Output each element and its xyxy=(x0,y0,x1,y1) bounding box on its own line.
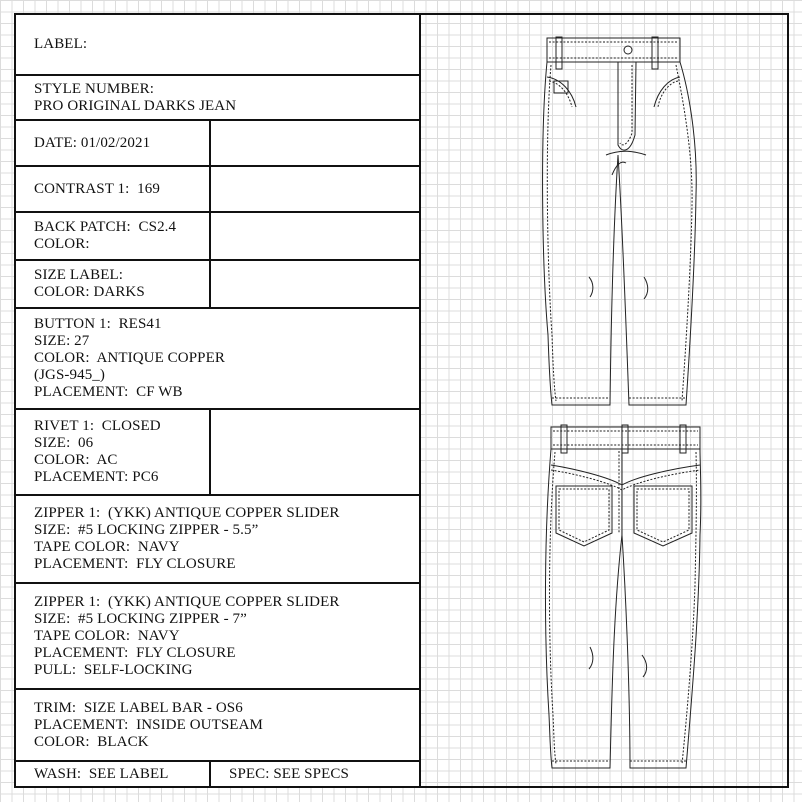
zipper2-size: SIZE: #5 LOCKING ZIPPER - 7” xyxy=(34,610,247,627)
back-waistband xyxy=(551,427,700,449)
back-legs-outline xyxy=(545,449,700,768)
button-size: SIZE: 27 xyxy=(34,333,90,349)
trim-name: TRIM: SIZE LABEL BAR - OS6 xyxy=(34,699,243,716)
zipper1-row xyxy=(16,496,419,584)
zipper1-placement: PLACEMENT: FLY CLOSURE xyxy=(34,556,236,572)
zipper1-size: SIZE: #5 LOCKING ZIPPER - 5.5” xyxy=(34,522,259,538)
zipper2-tape-color: TAPE COLOR: NAVY xyxy=(34,627,180,644)
button-placement: PLACEMENT: CF WB xyxy=(34,384,183,400)
label-text: LABEL: xyxy=(34,36,88,52)
button-color: COLOR: ANTIQUE COPPER xyxy=(34,350,225,366)
size-label-color: COLOR: DARKS xyxy=(34,284,145,300)
contrast-text: CONTRAST 1: 169 xyxy=(34,180,160,197)
front-fly xyxy=(618,62,636,150)
rivet-name: RIVET 1: CLOSED xyxy=(34,418,161,434)
trim-color: COLOR: BLACK xyxy=(34,733,149,750)
zipper2-pull: PULL: SELF-LOCKING xyxy=(34,661,193,678)
date-row xyxy=(16,121,419,167)
rivet-color: COLOR: AC xyxy=(34,452,118,468)
jeans-back-sketch xyxy=(545,425,700,768)
button-row xyxy=(16,309,419,410)
contrast-row xyxy=(16,167,419,213)
back-patch-color: COLOR: xyxy=(34,236,90,252)
style-number-value: PRO ORIGINAL DARKS JEAN xyxy=(34,97,237,114)
rivet-size: SIZE: 06 xyxy=(34,435,94,451)
front-waistband xyxy=(547,38,680,62)
back-pocket-left xyxy=(556,486,612,546)
label-row xyxy=(16,15,419,76)
back-patch-text: BACK PATCH: CS2.4 xyxy=(34,219,177,235)
button-name: BUTTON 1: RES41 xyxy=(34,316,162,332)
date-empty-cell xyxy=(211,121,419,165)
rivet-placement: PLACEMENT: PC6 xyxy=(34,469,159,485)
back-patch-empty-cell xyxy=(211,213,419,259)
technical-drawings xyxy=(421,15,787,786)
jeans-front-sketch xyxy=(543,37,697,405)
back-yoke xyxy=(551,465,700,485)
spec-table xyxy=(16,15,421,786)
button-code: (JGS-945_) xyxy=(34,367,105,383)
style-row xyxy=(16,76,419,121)
zipper2-name: ZIPPER 1: (YKK) ANTIQUE COPPER SLIDER xyxy=(34,593,340,610)
zipper2-row xyxy=(16,584,419,690)
back-pocket-right xyxy=(634,486,692,546)
drawing-area xyxy=(421,15,787,786)
front-button xyxy=(624,46,632,54)
wash-text: WASH: SEE LABEL xyxy=(34,765,169,782)
size-label-empty-cell xyxy=(211,261,419,307)
front-legs-outline xyxy=(543,62,697,405)
trim-row xyxy=(16,690,419,762)
size-label-row xyxy=(16,261,419,309)
date-text: DATE: 01/02/2021 xyxy=(34,134,151,151)
size-label-text: SIZE LABEL: xyxy=(34,267,124,283)
wash-spec-row xyxy=(16,762,419,786)
zipper2-placement: PLACEMENT: FLY CLOSURE xyxy=(34,644,236,661)
style-number-label: STYLE NUMBER: xyxy=(34,80,155,97)
trim-placement: PLACEMENT: INSIDE OUTSEAM xyxy=(34,716,263,733)
spec-sheet xyxy=(14,13,789,788)
rivet-row xyxy=(16,410,419,496)
back-patch-row xyxy=(16,213,419,261)
zipper1-name: ZIPPER 1: (YKK) ANTIQUE COPPER SLIDER xyxy=(34,505,340,521)
contrast-empty-cell xyxy=(211,167,419,211)
zipper1-tape-color: TAPE COLOR: NAVY xyxy=(34,539,180,555)
spec-text: SPEC: SEE SPECS xyxy=(229,765,349,782)
rivet-empty-cell xyxy=(211,410,419,494)
